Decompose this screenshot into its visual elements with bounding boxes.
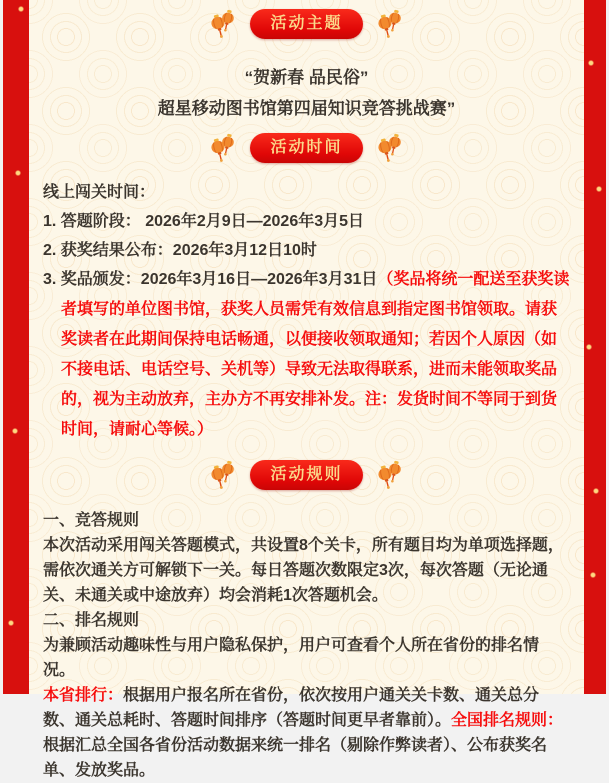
lantern-icon [376,132,404,164]
rules-heading-quiz: 一、竞答规则 [43,512,140,529]
lantern-icon [209,132,237,164]
schedule-item-results: 2. 获奖结果公布：2026年3月12日10时 [43,242,317,259]
title-line-2: 超星移动图书馆第四届知识竞答挑战赛” [157,99,456,118]
title-line-1: “贺新春 品民俗” [244,68,369,87]
schedule-intro: 线上闯关时间： [43,184,156,201]
gold-sparkle-icon [593,488,599,494]
lantern-icon [376,8,404,40]
schedule-item-answer-phase: 1. 答题阶段： 2026年2月9日—2026年3月5日 [43,213,365,230]
section-header-theme [43,0,570,40]
rules-section [43,508,570,783]
rules-para-privacy: 为兼顾活动趣味性与用户隐私保护，用户可查看个人所在省份的排名情况。 [43,637,540,679]
province-rank-text: 根据用户报名所在省份，依次按用户通关关卡数、通关总分数、通关总耗时、答题时间排序（答题时间更早者靠前）。 [43,687,540,729]
lantern-icon [209,459,237,491]
schedule-section [43,178,570,445]
section-header-time [43,132,570,164]
rules-para-ranking-detail [43,683,570,783]
prize-dates-text: 3. 奖品颁发：2026年3月16日—2026年3月31日 [43,271,378,288]
gold-sparkle-icon [12,428,18,434]
gold-sparkle-icon [18,6,24,12]
gold-sparkle-icon [590,572,596,578]
province-rank-label: 本省排行： [43,687,124,704]
gold-sparkle-icon [586,344,592,350]
activity-title [43,62,570,124]
prize-note-text: （奖品将统一配送至获奖读者填写的单位图书馆，获奖人员需凭有效信息到指定图书馆领取。请获奖读者在此期间保持电话畅通，以便接收领取通知；若因个人原因（如不接电话、电话空号、关机等）导致无法取得联系，进而未能领取奖品的，视为主动放弃，主办方不再安排补发。注：发货时间不等同于到货时间，请耐心等候。） [61,271,570,438]
section-header-rules [43,459,570,491]
left-border-strip [3,0,29,694]
rules-para-quiz: 本次活动采用闯关答题模式，共设置8个关卡，所有题目均为单项选择题，需依次通关方可解锁下一关。每日答题次数限定3次，每次答题（无论通关、未通关或中途放弃）均会消耗1次答题机会。 [43,537,564,604]
time-badge: 活动时间 [250,133,362,163]
right-border-strip [584,0,606,694]
content-area [29,0,584,779]
rules-badge: 活动规则 [250,460,362,490]
gold-sparkle-icon [15,170,21,176]
gold-sparkle-icon [588,60,594,66]
schedule-item-prizes [43,265,570,445]
rules-heading-ranking: 二、排名规则 [43,612,140,629]
national-rank-label: 全国排名规则： [451,712,564,729]
theme-badge: 活动主题 [250,9,362,39]
lantern-icon [209,8,237,40]
national-rank-text: 根据汇总全国各省份活动数据来统一排名（剔除作弊读者）、公布获奖名单、发放奖品。 [43,737,548,779]
gold-sparkle-icon [8,620,14,626]
gold-sparkle-icon [596,186,602,192]
lantern-icon [376,459,404,491]
